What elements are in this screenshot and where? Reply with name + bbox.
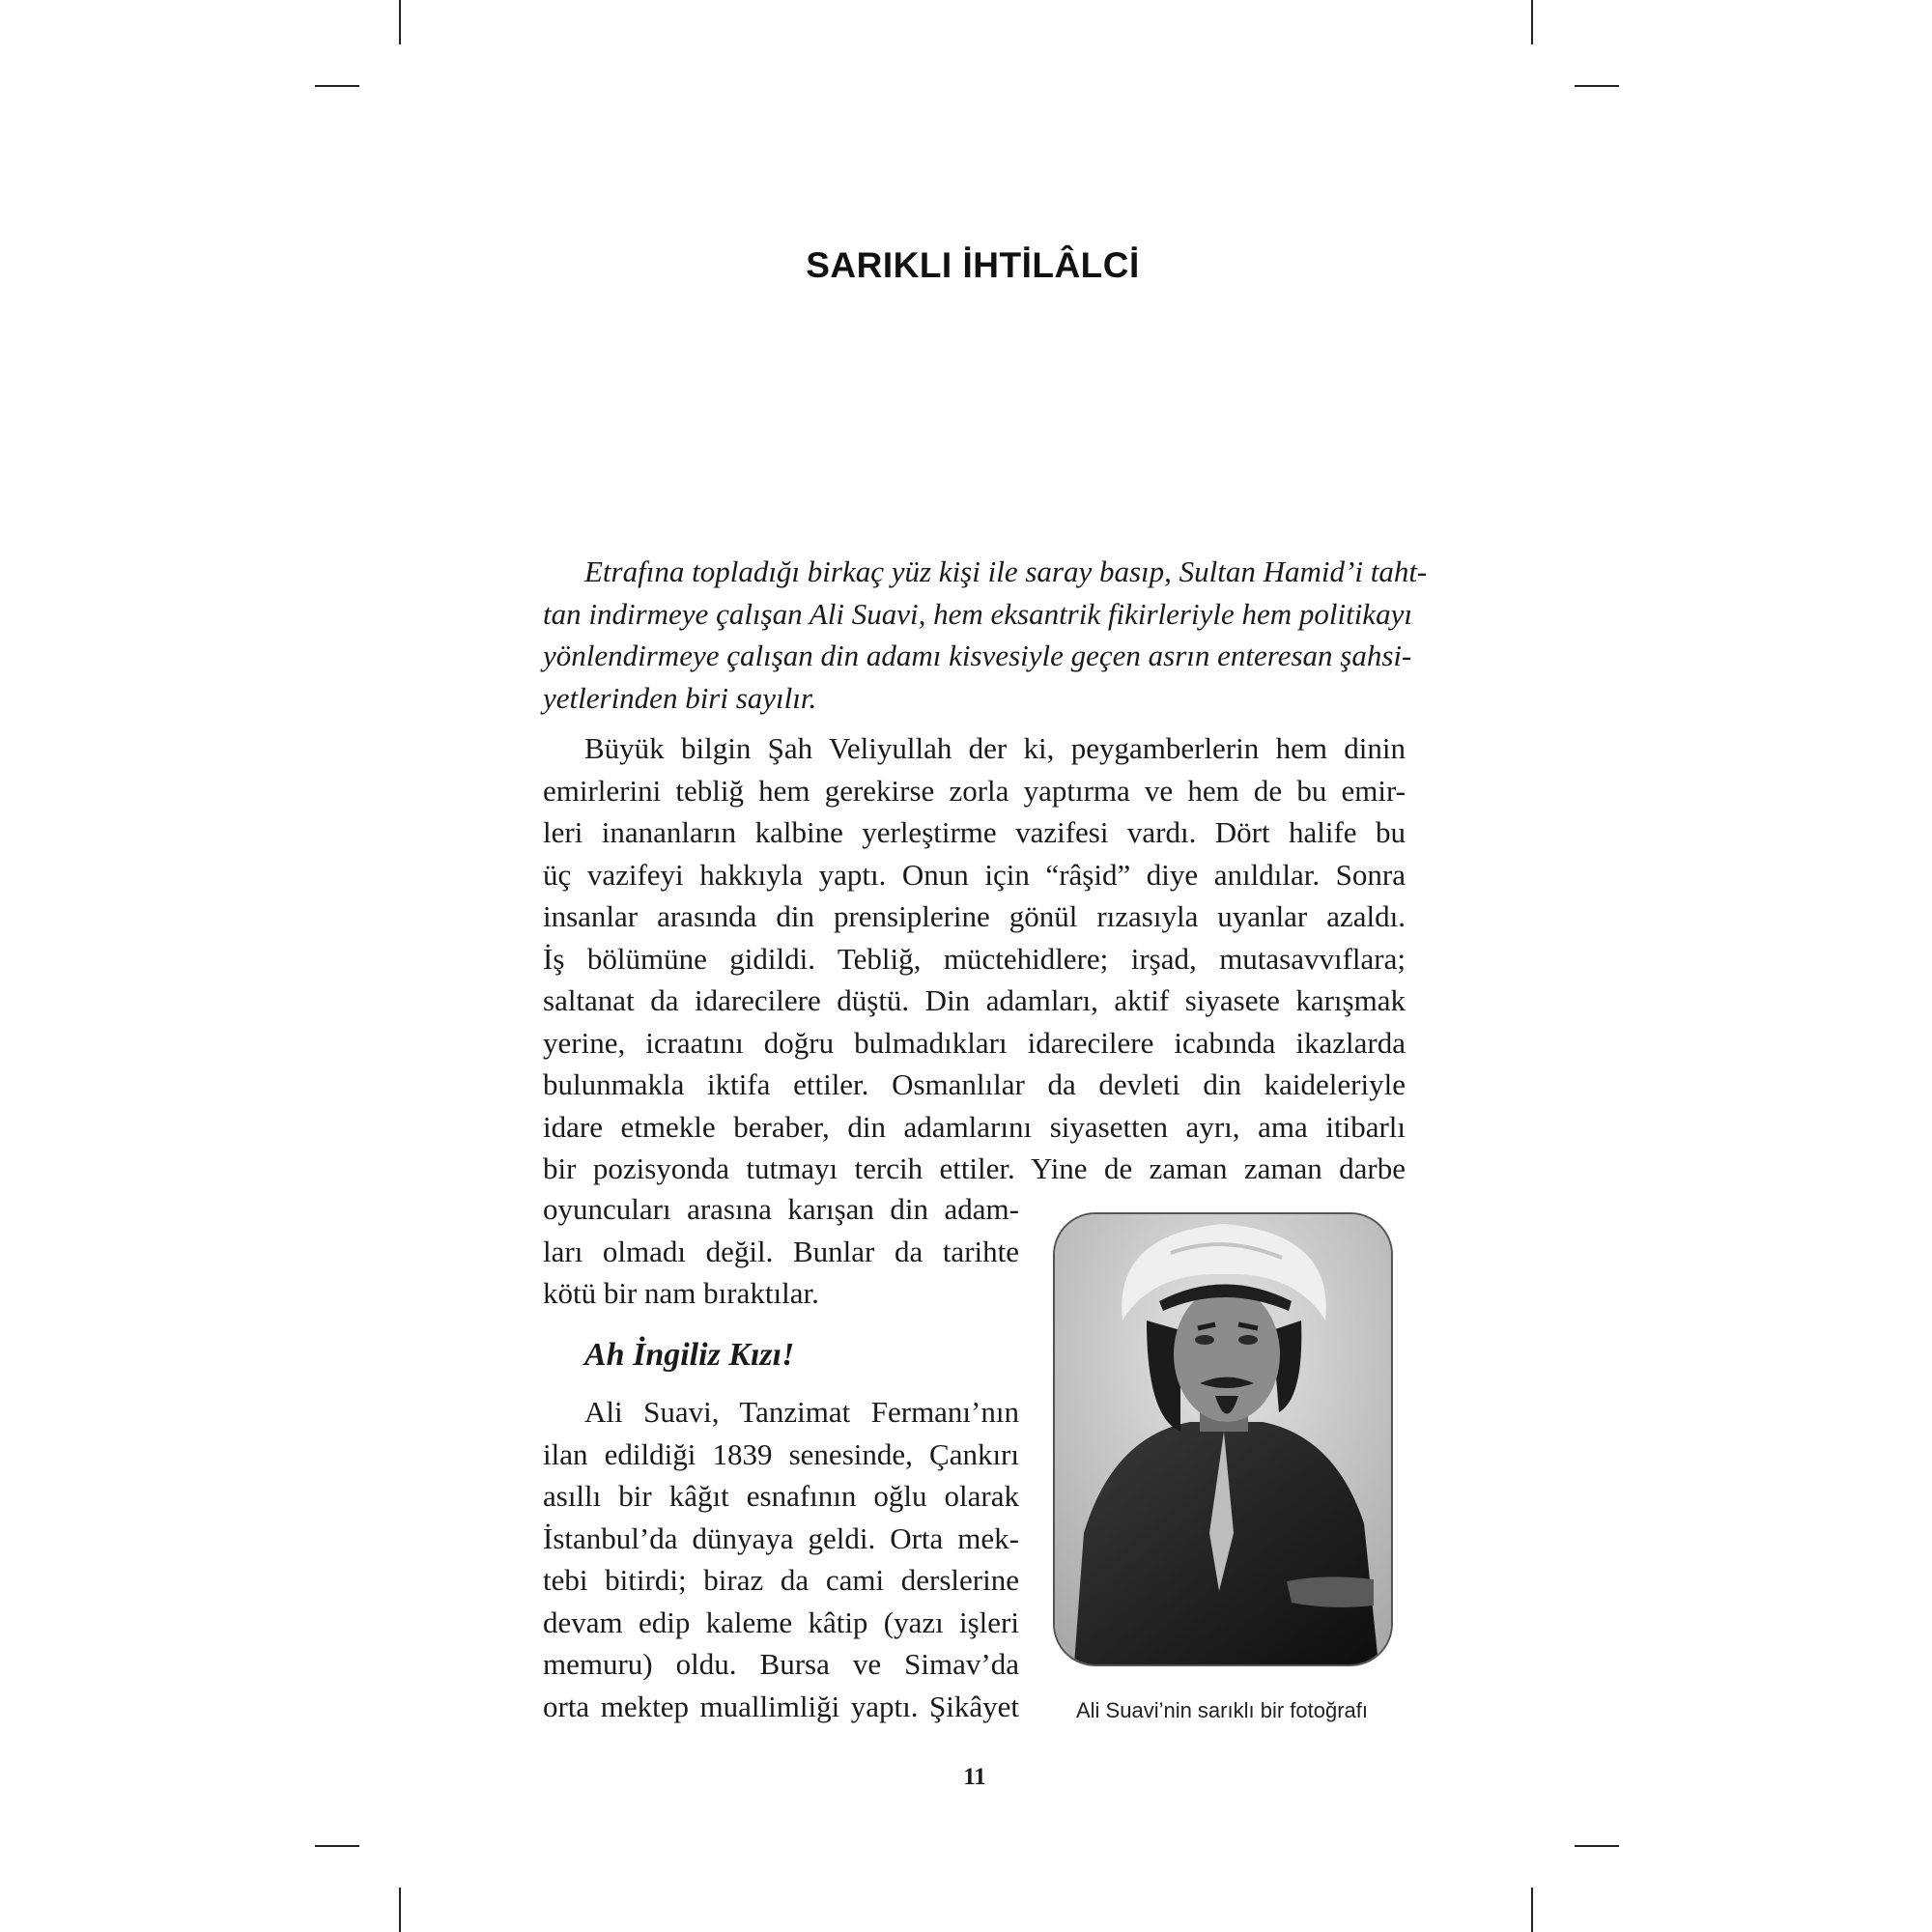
text-line: asıllı bir kâğıt esnafının oğlu olarak	[543, 1479, 1019, 1513]
text-line: bir pozisyonda tutmayı tercih ettiler. Yine de zaman zaman darbe	[543, 1151, 1406, 1185]
text-line: İş bölümüne gidildi. Tebliğ, müctehidlere; irşad, mutasavvıflara;	[543, 941, 1406, 976]
text-line: bulunmakla iktifa ettiler. Osmanlılar da devleti din kaideleriyle	[543, 1067, 1406, 1101]
photo-caption: Ali Suavi’nin sarıklı bir fotoğrafı	[1075, 1698, 1369, 1722]
text-line: İstanbul’da dünyaya geldi. Orta mek-	[543, 1520, 1019, 1555]
crop-mark	[1531, 1888, 1533, 1932]
text-line: emirlerini tebliğ hem gerekirse zorla yaptırma ve hem de bu emir-	[543, 773, 1406, 808]
crop-mark	[1575, 1845, 1619, 1847]
page-number: 11	[963, 1764, 986, 1790]
body-paragraph	[543, 1391, 1019, 1727]
section-subheading: Ah İngiliz Kızı!	[584, 1337, 795, 1373]
chapter-title: SARIKLI İHTİLÂLCİ	[806, 245, 1140, 285]
text-line: tan indirmeye çalışan Ali Suavi, hem eksantrik fikirleriyle hem politikayı	[543, 596, 1412, 631]
text-line: ları olmadı değil. Bunlar da tarihte	[543, 1234, 1019, 1268]
text-line: ilan edildiği 1839 senesinde, Çankırı	[543, 1436, 1019, 1471]
portrait-photo	[1053, 1212, 1393, 1666]
crop-mark	[399, 0, 401, 44]
text-line: kötü bir nam bıraktılar.	[543, 1276, 819, 1310]
text-line: Büyük bilgin Şah Veliyullah der ki, peygamberlerin hem dinin	[584, 731, 1406, 765]
crop-mark	[399, 1888, 401, 1932]
text-line: yetlerinden biri sayılır.	[543, 680, 817, 715]
intro-paragraph	[543, 551, 1428, 719]
text-line: yönlendirmeye çalışan din adamı kisvesiyle geçen asrın enteresan şahsi-	[543, 639, 1412, 672]
crop-mark	[315, 1845, 359, 1847]
body-paragraph	[543, 727, 1406, 1190]
text-line: tebi bitirdi; biraz da cami derslerine	[543, 1563, 1019, 1597]
body-paragraph-continued	[543, 1188, 1019, 1315]
text-line: Ali Suavi, Tanzimat Fermanı’nın	[584, 1395, 1019, 1429]
text-line: Etrafına topladığı birkaç yüz kişi ile saray basıp, Sultan Hamid’i taht-	[584, 554, 1428, 588]
text-line: leri inananların kalbine yerleştirme vazifesi vardı. Dört halife bu	[543, 815, 1406, 849]
portrait-illustration	[1055, 1214, 1391, 1664]
text-line: devam edip kaleme kâtip (yazı işleri	[543, 1605, 1019, 1639]
text-line: saltanat da idarecilere düştü. Din adamları, aktif siyasete karışmak	[543, 983, 1406, 1017]
text-line: idare etmekle beraber, din adamlarını siyasetten ayrı, ama itibarlı	[543, 1109, 1406, 1144]
text-line: orta mektep muallimliği yaptı. Şikâyet	[543, 1689, 1019, 1723]
text-line: üç vazifeyi hakkıyla yaptı. Onun için “râşid” diye anıldılar. Sonra	[543, 857, 1406, 892]
text-line: insanlar arasında din prensiplerine gönül rızasıyla uyanlar azaldı.	[543, 899, 1406, 933]
text-line: memuru) oldu. Bursa ve Simav’da	[543, 1647, 1019, 1681]
text-line: yerine, icraatını doğru bulmadıkları idarecilere icabında ikazlarda	[543, 1025, 1406, 1060]
crop-mark	[315, 85, 359, 87]
text-line: oyuncuları arasına karışan din adam-	[543, 1192, 1019, 1226]
crop-mark	[1575, 85, 1619, 87]
crop-mark	[1531, 0, 1533, 44]
